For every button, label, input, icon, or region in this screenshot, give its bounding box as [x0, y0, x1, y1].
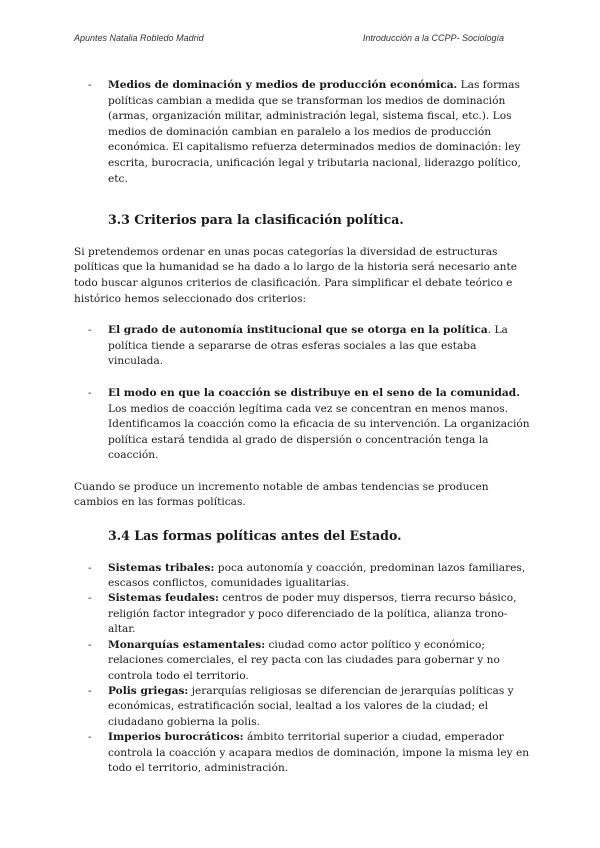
list-item — [74, 78, 530, 187]
bullet-dash: - — [88, 561, 92, 574]
bullet-dash: - — [88, 324, 92, 337]
section-heading-3-3: 3.3 Criterios para la clasificación política. — [108, 212, 404, 228]
forms-list — [74, 561, 530, 777]
header-author: Apuntes Natalia Robledo Madrid — [74, 33, 204, 43]
item-bold: Sistemas feudales: — [108, 592, 219, 605]
item-text: centros de poder muy dispersos, tierra recurso básico, religión factor integrador y poco diferenciado de la política, alianza trono-altar. — [108, 592, 517, 636]
list-item — [74, 591, 530, 637]
header-course: Introducción a la CCPP- Sociología — [362, 33, 504, 43]
item-text: . La política tiende a separarse de otras esferas sociales a las que estaba vinculada. — [108, 324, 508, 368]
item-text: Las formas políticas cambian a medida que se transforman los medios de dominación (armas, organización militar, administración legal, sistema fiscal, etc.). Los medios de dominación cambian en paralelo a los medios de producción económica. El capitalismo refuerza determinados medios de dominación: ley escrita, burocracia, unificación legal y tributaria nacional, liderazgo político, etc. — [108, 79, 521, 185]
bullet-dash: - — [88, 592, 92, 605]
item-bold: El modo en que la coacción se distribuye en el seno de la comunidad. — [108, 386, 520, 399]
list-item — [74, 561, 530, 592]
list-item — [74, 323, 530, 370]
bullet-dash: - — [88, 79, 92, 91]
bullet-dash: - — [88, 638, 92, 651]
item-bold: El grado de autonomía institucional que se otorga en la política — [108, 324, 488, 337]
item-text: ciudad como actor político y económico; relaciones comerciales, el rey pacta con las ciudades para gobernar y no controla todo el territorio. — [108, 638, 500, 682]
item-bold: Monarquías estamentales: — [108, 638, 266, 651]
section-paragraph: Si pretendemos ordenar en unas pocas categorías la diversidad de estructuras políticas que la humanidad se ha dado a lo largo de la historia será necesario ante todo buscar algunos criterios de clasificación. Para simplificar el debate teórico e histórico hemos seleccionado dos criterios: — [74, 245, 517, 305]
bullet-dash: - — [88, 684, 92, 697]
item-bold: Imperios burocráticos: — [108, 731, 244, 744]
item-text: poca autonomía y coacción, predominan lazos familiares, escasos conflictos, comunidades igualitarias. — [108, 561, 526, 590]
bullet-dash: - — [88, 386, 92, 399]
list-item — [74, 730, 530, 776]
list-item — [74, 386, 530, 464]
page-header — [74, 33, 504, 43]
item-bold: Sistemas tribales: — [108, 561, 215, 574]
item-bold: Polis griegas: — [108, 684, 189, 697]
closing-paragraph: Cuando se produce un incremento notable de ambas tendencias se producen cambios en las formas políticas. — [74, 480, 489, 509]
bullet-dash: - — [88, 731, 92, 744]
list-item — [74, 684, 530, 730]
item-text: jerarquías religiosas se diferencian de jerarquías políticas y económicas, estratificación social, lealtad a los valores de la ciudad; el ciudadano gobierna la polis. — [108, 684, 514, 728]
page-content — [74, 78, 530, 776]
list-item — [74, 638, 530, 684]
section-heading-3-4: 3.4 Las formas políticas antes del Estado. — [108, 528, 402, 544]
item-text: Los medios de coacción legítima cada vez se concentran en menos manos. Identificamos la coacción como la eficacia de su intervención. La organización política estará tendida al grado de dispersión o concentración tenga la coacción. — [108, 402, 530, 462]
item-bold: Medios de dominación y medios de producción económica. — [108, 79, 458, 91]
item-text: ámbito territorial superior a ciudad, emperador controla la coacción y acapara medios de dominación, impone la misma ley en todo el territorio, administración. — [108, 731, 530, 774]
